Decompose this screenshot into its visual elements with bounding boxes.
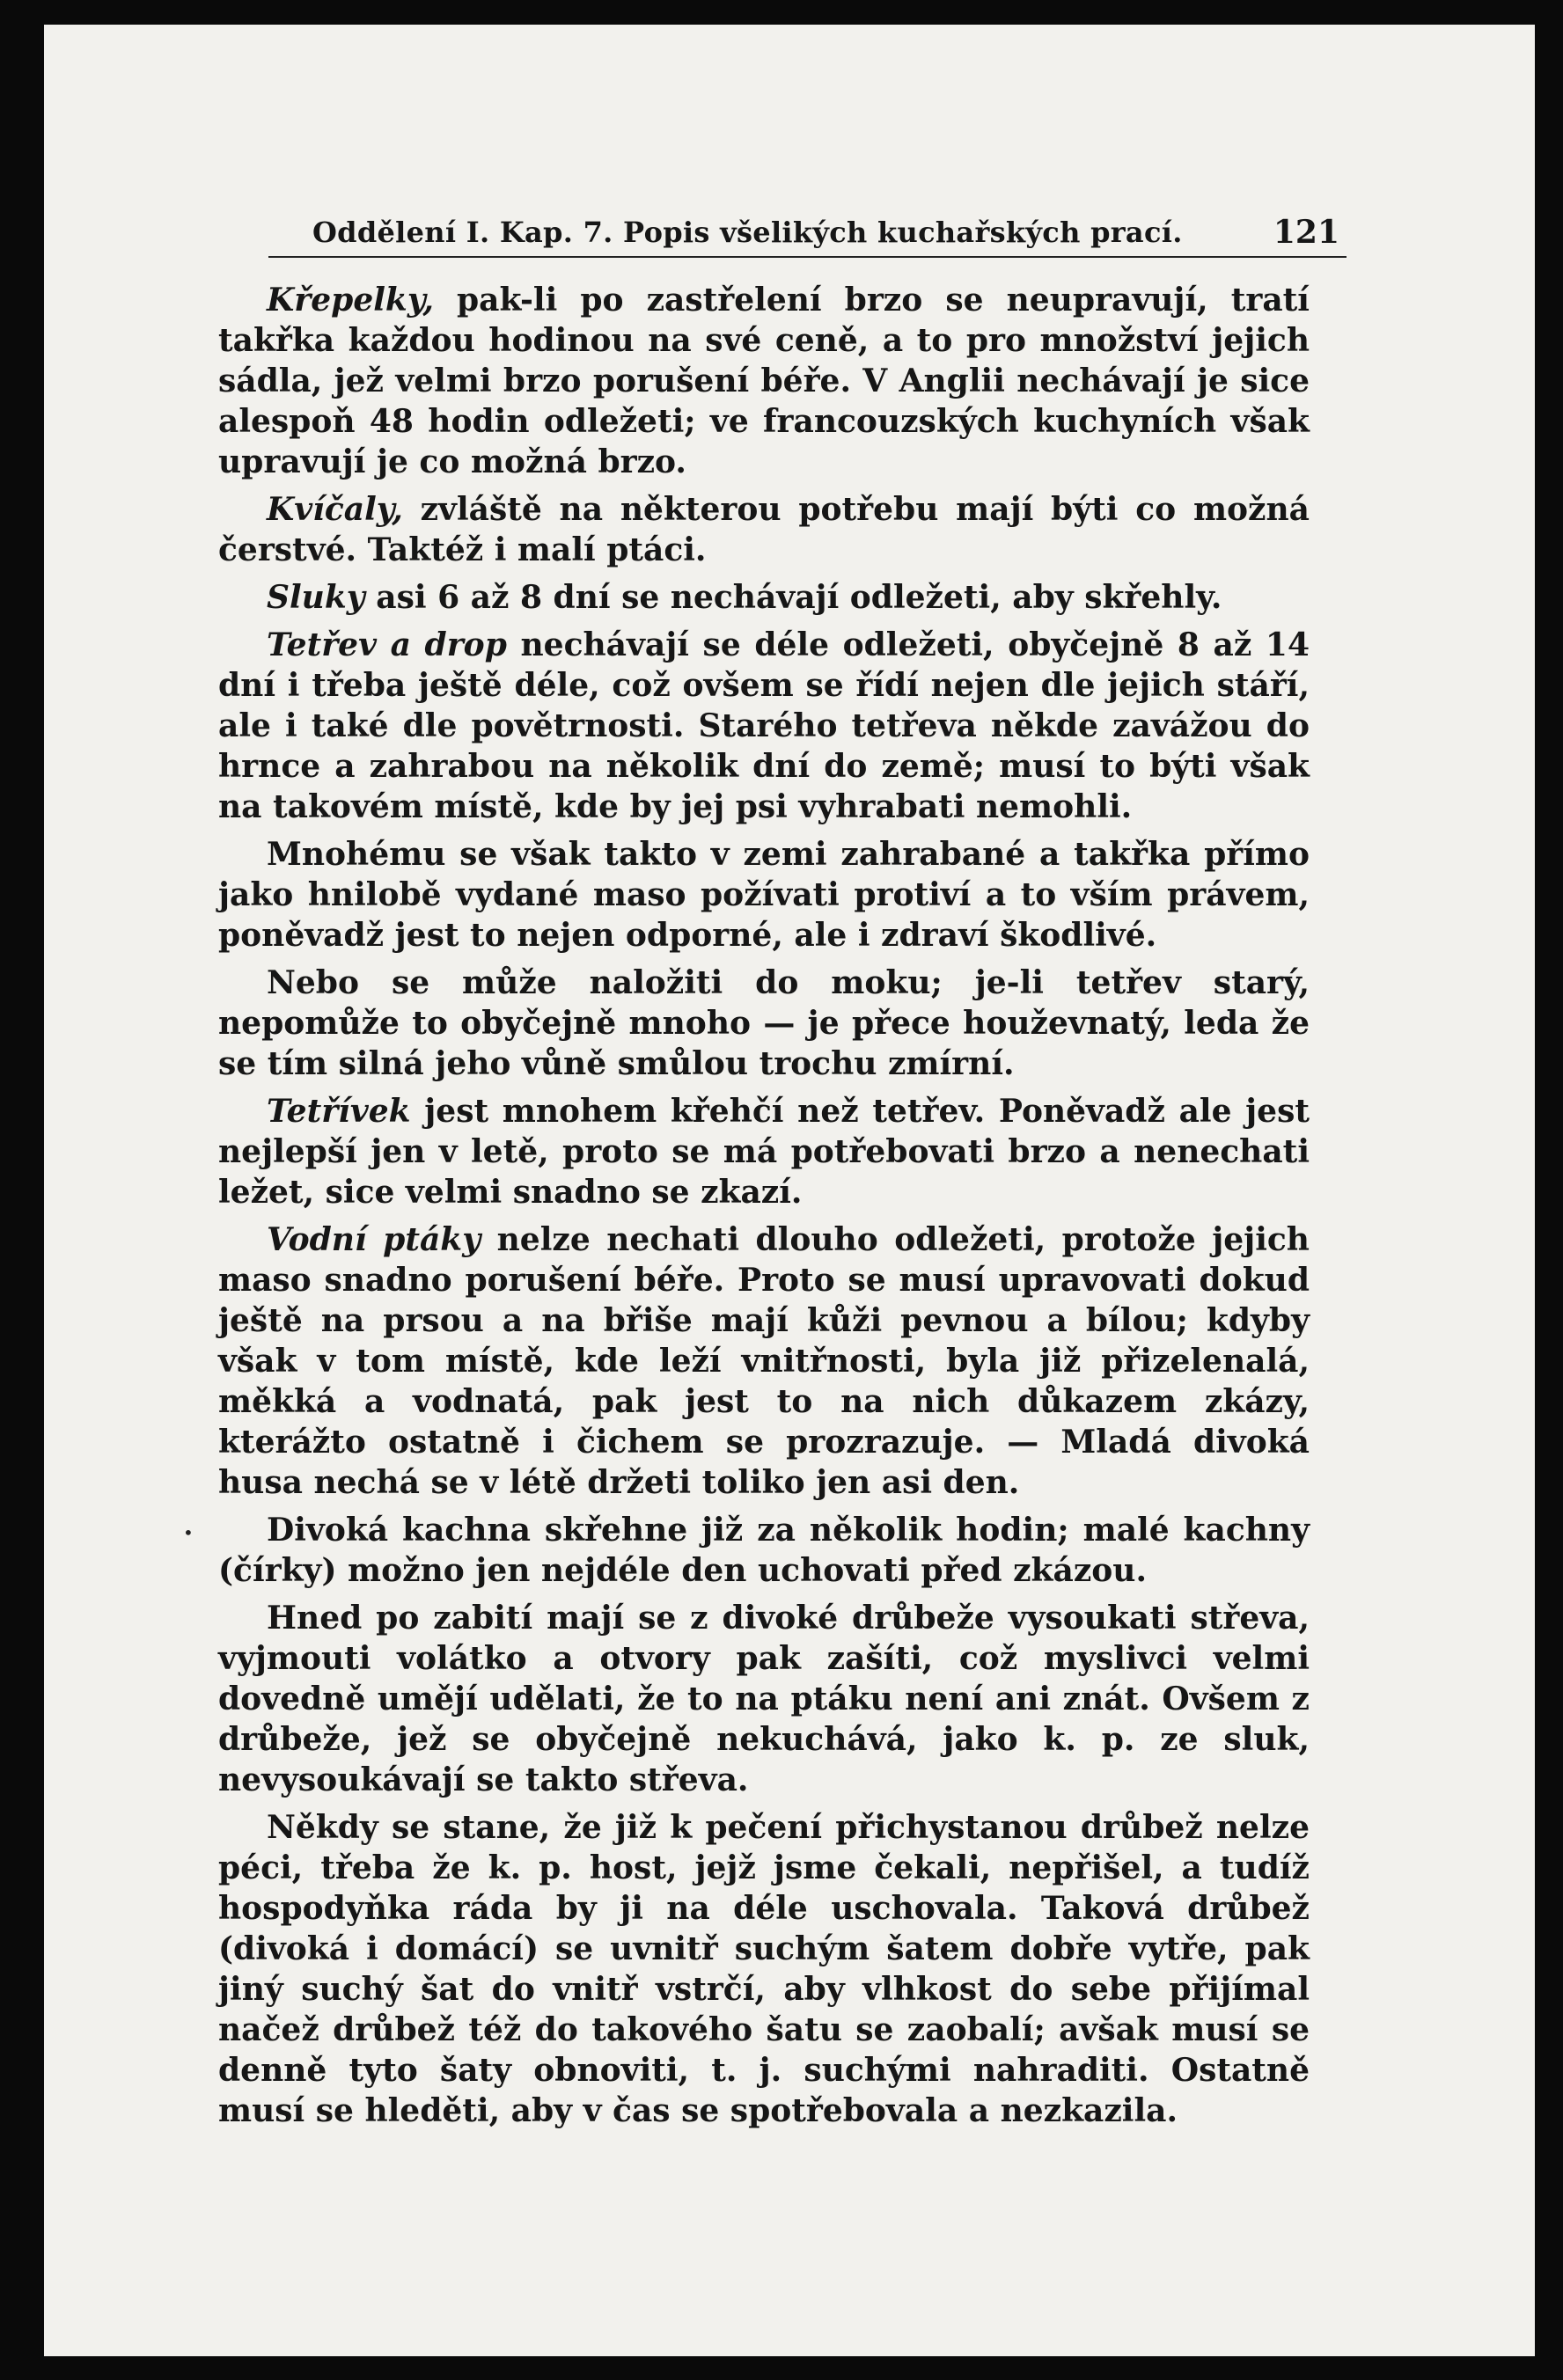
paragraph [218, 489, 1310, 570]
running-header [268, 214, 1347, 258]
header-title: Oddělení I. Kap. 7. Popis všelikých kuchařských prací. [312, 216, 1183, 249]
body-text [218, 280, 1310, 2138]
paragraph [218, 1091, 1310, 1212]
paragraph [218, 1807, 1310, 2131]
paragraph [218, 1510, 1310, 1591]
paragraph-lead: Tetřev a drop [267, 626, 507, 663]
paragraph [218, 280, 1310, 482]
paragraph-lead: Křepelky, [267, 282, 434, 319]
paragraph [218, 1219, 1310, 1503]
paragraph-text: pak-li po zastřelení brzo se neupravují, tratí takřka každou hodinou na své ceně, a to pro množství jejich sádla, jež velmi brzo porušení béře. V Anglii nechávají je sice alespoň 48 hodin odležeti; ve francouzských kuchyních však upravují je co možná brzo. [218, 282, 1310, 480]
paragraph [218, 1598, 1310, 1800]
paragraph-text: Někdy se stane, že již k pečení přichystanou drůbež nelze péci, třeba že k. p. host, jejž jsme čekali, nepřišel, a tudíž hospodyňka ráda by ji na déle uschovala. Taková drůbež (divoká i domácí) se uvnitř suchým šatem dobře vytře, pak jiný suchý šat do vnitř vstrčí, aby vlhkost do sebe přijímal načež drůbež též do takového šatu se zaobalí; avšak musí se denně tyto šaty obnoviti, t. j. suchými nahraditi. Ostatně musí se hleděti, aby v čas se spotřebovala a nezkazila. [218, 1809, 1310, 2129]
paragraph-lead: Tetřívek [267, 1093, 411, 1130]
paragraph [218, 577, 1310, 618]
paragraph-text: zvláště na některou potřebu mají býti co možná čerstvé. Taktéž i malí ptáci. [218, 491, 1310, 568]
paragraph-lead: Kvíčaly, [267, 491, 403, 528]
paragraph [218, 963, 1310, 1084]
paragraph-text: nelze nechati dlouho odležeti, protože jejich maso snadno porušení béře. Proto se musí upravovati dokud ještě na prsou a na břiše mají kůži pevnou a bílou; kdyby však v tom místě, kde leží vnitřnosti, byla již přizelenalá, měkká a vodnatá, pak jest to na nich důkazem zkázy, kterážto ostatně i čichem se prozrazuje. — Mladá divoká husa nechá se v létě držeti toliko jen asi den. [218, 1221, 1310, 1501]
paragraph-text: nechávají se déle odležeti, obyčejně 8 až 14 dní i třeba ještě déle, což ovšem se řídí nejen dle jejich stáří, ale i také dle povětrnosti. Starého tetřeva někde zavážou do hrnce a zahrabou na několik dní do země; musí to býti však na takovém místě, kde by jej psi vyhrabati nemohli. [218, 626, 1310, 825]
paragraph [218, 834, 1310, 956]
paragraph-text: Mnohému se však takto v zemi zahrabané a takřka přímo jako hnilobě vydané maso požívati protiví a to vším právem, poněvadž jest to nejen odporné, ale i zdraví škodlivé. [218, 836, 1310, 954]
paragraph [218, 625, 1310, 827]
paragraph-text: Nebo se může naložiti do moku; je-li tetřev starý, nepomůže to obyčejně mnoho — je přece houževnatý, leda že se tím silná jeho vůně smůlou trochu zmírní. [218, 964, 1310, 1082]
paragraph-text: asi 6 až 8 dní se nechávají odležeti, aby skřehly. [376, 579, 1222, 616]
paragraph-lead: Vodní ptáky [267, 1221, 481, 1258]
paragraph-text: jest mnohem křehčí než tetřev. Poněvadž ale jest nejlepší jen v letě, proto se má potřebovati brzo a nenechati ležet, sice velmi snadno se zkazí. [218, 1093, 1310, 1211]
paragraph-text: Hned po zabití mají se z divoké drůbeže vysoukati střeva, vyjmouti volátko a otvory pak zašíti, což myslivci velmi dovedně umějí udělati, že to na ptáku není ani znát. Ovšem z drůbeže, jež se obyčejně nekuchává, jako k. p. ze sluk, nevysoukávají se takto střeva. [218, 1600, 1310, 1798]
paragraph-lead: Sluky [267, 579, 365, 616]
page-number: 121 [1273, 214, 1339, 251]
paragraph-text: Divoká kachna skřehne již za několik hodin; malé kachny (čírky) možno jen nejdéle den uchovati před zkázou. [218, 1512, 1310, 1589]
margin-dot-mark: • [183, 1522, 194, 1543]
